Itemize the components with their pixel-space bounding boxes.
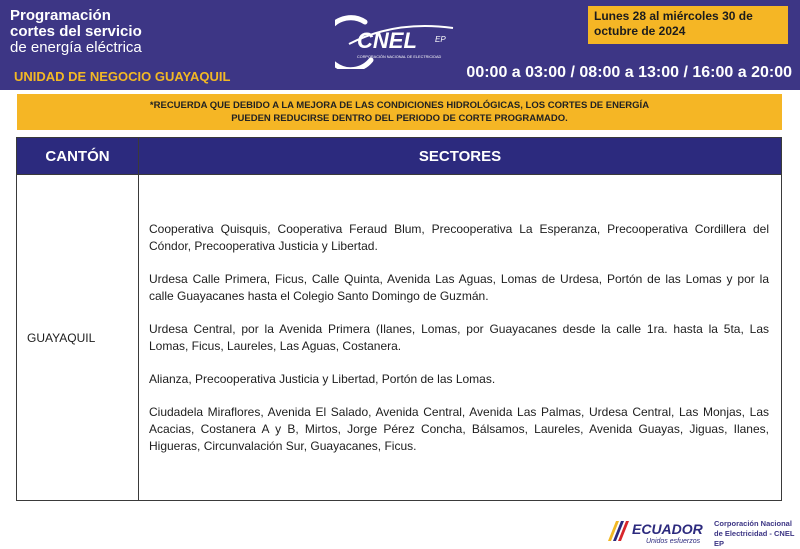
outage-hours: 00:00 a 03:00 / 08:00 a 13:00 / 16:00 a 20:00 bbox=[466, 64, 792, 81]
logo-suffix: EP bbox=[435, 35, 446, 44]
sector-paragraph: Urdesa Central, por la Avenida Primera (Ilanes, Lomas, por Guayacanes desde la calle 1ra. hasta la 5ta, Las Lomas, Ficus, Laureles, Las Aguas, Costanera. bbox=[149, 321, 769, 353]
page-title bbox=[10, 8, 142, 56]
ecuador-wordmark: ECUADOR bbox=[632, 521, 703, 537]
outage-table bbox=[16, 137, 782, 501]
date-range-box bbox=[588, 6, 788, 44]
ecuador-slogan: Unidos esfuerzos bbox=[646, 538, 701, 545]
logo-subtitle: CORPORACIÓN NACIONAL DE ELECTRICIDAD bbox=[357, 55, 442, 59]
notice-line-1: *RECUERDA QUE DEBIDO A LA MEJORA DE LAS CONDICIONES HIDROLÓGICAS, LOS CORTES DE ENERGÍA bbox=[149, 100, 650, 111]
column-header-canton: CANTÓN bbox=[17, 138, 139, 175]
table-row bbox=[17, 175, 782, 501]
cnel-logo bbox=[335, 14, 470, 69]
sector-paragraph: Cooperativa Quisquis, Cooperativa Feraud Blum, Precooperativa La Esperanza, Precooperativa Cordillera del Cóndor, Precooperativa Justicia y Libertad. bbox=[149, 221, 769, 253]
ecuador-logo bbox=[606, 517, 710, 545]
column-header-sectors: SECTORES bbox=[139, 138, 782, 175]
sector-paragraph: Ciudadela Miraflores, Avenida El Salado, Avenida Central, Avenida Las Palmas, Urdesa Central, Las Monjas, Las Acacias, Costanera A y B, Mirtos, Jorge Pérez Concha, Bálsamos, Laureles, Avenida Guayas, Jiguas, Ilanes, Higueras, Circunvalación Sur, Guayacanes, Ficus. bbox=[149, 404, 769, 453]
canton-cell: GUAYAQUIL bbox=[17, 175, 139, 501]
date-line-2: octubre de 2024 bbox=[594, 24, 686, 38]
header-banner bbox=[0, 0, 800, 90]
footer-corporation bbox=[714, 519, 800, 549]
sector-paragraph: Urdesa Calle Primera, Ficus, Calle Quinta, Avenida Las Aguas, Lomas de Urdesa, Portón de las Lomas y por la calle Guayacanes hasta el Colegio Santo Domingo de Guzmán. bbox=[149, 271, 769, 303]
date-line-1: Lunes 28 al miércoles 30 de bbox=[594, 9, 753, 23]
title-line-2: cortes del servicio bbox=[10, 23, 142, 40]
sector-paragraph: Alianza, Precooperativa Justicia y Libertad, Portón de las Lomas. bbox=[149, 371, 496, 386]
title-line-3: de energía eléctrica bbox=[10, 39, 142, 56]
title-line-1: Programación bbox=[10, 7, 111, 24]
footer-line-1: Corporación Nacional bbox=[714, 519, 792, 528]
table-header-row bbox=[17, 138, 782, 175]
footer-line-2: de Electricidad - CNEL EP bbox=[714, 529, 795, 548]
business-unit-label: UNIDAD DE NEGOCIO GUAYAQUIL bbox=[14, 69, 231, 84]
notice-line-2: PUEDEN REDUCIRSE DENTRO DEL PERIODO DE CORTE PROGRAMADO. bbox=[231, 113, 568, 124]
logo-text: CNEL bbox=[357, 28, 417, 53]
notice-banner bbox=[17, 94, 782, 130]
sectors-cell bbox=[139, 175, 782, 501]
